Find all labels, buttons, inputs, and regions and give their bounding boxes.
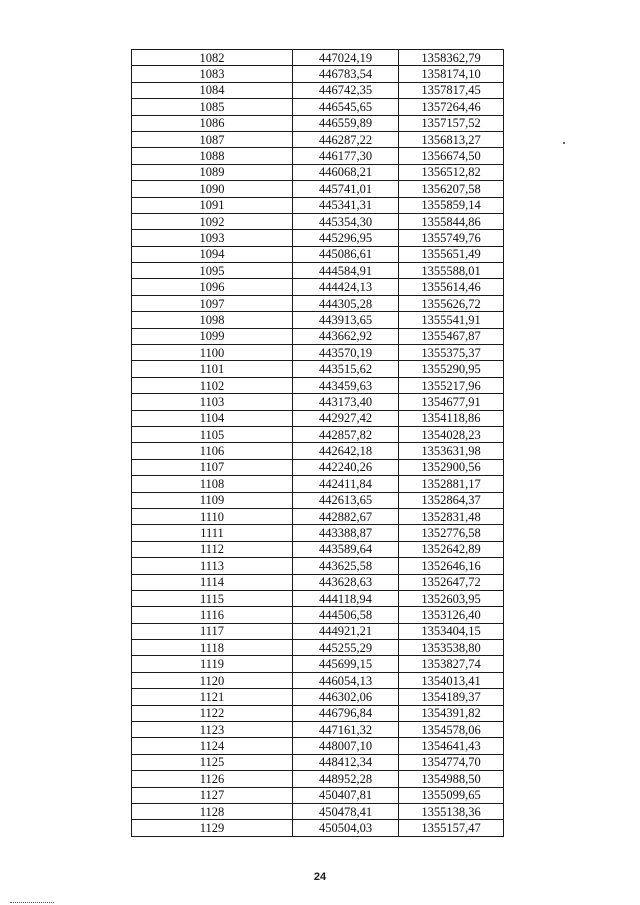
table-row	[132, 590, 504, 606]
y-coordinate-cell: 1356813,27	[399, 131, 504, 147]
point-number-cell: 1095	[132, 263, 293, 279]
x-coordinate-cell: 447161,32	[293, 722, 399, 738]
table-row	[132, 771, 504, 787]
x-coordinate-cell: 442882,67	[293, 508, 399, 524]
table-row	[132, 394, 504, 410]
point-number-cell: 1098	[132, 312, 293, 328]
x-coordinate-cell: 446559,89	[293, 115, 399, 131]
page-number: 24	[313, 871, 327, 883]
point-number-cell: 1082	[132, 50, 293, 66]
scan-speck	[563, 142, 565, 144]
y-coordinate-cell: 1354677,91	[399, 394, 504, 410]
x-coordinate-cell: 446177,30	[293, 148, 399, 164]
x-coordinate-cell: 443173,40	[293, 394, 399, 410]
point-number-cell: 1099	[132, 328, 293, 344]
table-row	[132, 476, 504, 492]
x-coordinate-cell: 446796,84	[293, 705, 399, 721]
y-coordinate-cell: 1355375,37	[399, 345, 504, 361]
point-number-cell: 1113	[132, 558, 293, 574]
y-coordinate-cell: 1353827,74	[399, 656, 504, 672]
point-number-cell: 1092	[132, 213, 293, 229]
table-row	[132, 66, 504, 82]
table-row	[132, 213, 504, 229]
point-number-cell: 1116	[132, 607, 293, 623]
y-coordinate-cell: 1355859,14	[399, 197, 504, 213]
table-row	[132, 443, 504, 459]
point-number-cell: 1107	[132, 459, 293, 475]
point-number-cell: 1129	[132, 820, 293, 836]
x-coordinate-cell: 444118,94	[293, 590, 399, 606]
table-row	[132, 345, 504, 361]
y-coordinate-cell: 1355467,87	[399, 328, 504, 344]
y-coordinate-cell: 1352864,37	[399, 492, 504, 508]
table-row	[132, 164, 504, 180]
y-coordinate-cell: 1355541,91	[399, 312, 504, 328]
x-coordinate-cell: 450504,03	[293, 820, 399, 836]
y-coordinate-cell: 1353538,80	[399, 640, 504, 656]
table-row	[132, 508, 504, 524]
table-row	[132, 607, 504, 623]
table-row	[132, 148, 504, 164]
table-row	[132, 410, 504, 426]
x-coordinate-cell: 442240,26	[293, 459, 399, 475]
x-coordinate-cell: 442927,42	[293, 410, 399, 426]
point-number-cell: 1086	[132, 115, 293, 131]
x-coordinate-cell: 443589,64	[293, 541, 399, 557]
point-number-cell: 1126	[132, 771, 293, 787]
point-number-cell: 1118	[132, 640, 293, 656]
x-coordinate-cell: 443662,92	[293, 328, 399, 344]
table-row	[132, 656, 504, 672]
table-row	[132, 722, 504, 738]
y-coordinate-cell: 1355217,96	[399, 377, 504, 393]
point-number-cell: 1101	[132, 361, 293, 377]
x-coordinate-cell: 442613,65	[293, 492, 399, 508]
y-coordinate-cell: 1352646,16	[399, 558, 504, 574]
point-number-cell: 1103	[132, 394, 293, 410]
point-number-cell: 1111	[132, 525, 293, 541]
x-coordinate-cell: 446783,54	[293, 66, 399, 82]
x-coordinate-cell: 443515,62	[293, 361, 399, 377]
y-coordinate-cell: 1353126,40	[399, 607, 504, 623]
point-number-cell: 1100	[132, 345, 293, 361]
table-row	[132, 689, 504, 705]
x-coordinate-cell: 446287,22	[293, 131, 399, 147]
x-coordinate-cell: 443570,19	[293, 345, 399, 361]
table-row	[132, 738, 504, 754]
table-row	[132, 623, 504, 639]
y-coordinate-cell: 1357817,45	[399, 82, 504, 98]
y-coordinate-cell: 1354391,82	[399, 705, 504, 721]
y-coordinate-cell: 1355651,49	[399, 246, 504, 262]
y-coordinate-cell: 1358362,79	[399, 50, 504, 66]
table-row	[132, 181, 504, 197]
y-coordinate-cell: 1352831,48	[399, 508, 504, 524]
point-number-cell: 1109	[132, 492, 293, 508]
point-number-cell: 1088	[132, 148, 293, 164]
x-coordinate-cell: 444584,91	[293, 263, 399, 279]
y-coordinate-cell: 1355099,65	[399, 787, 504, 803]
table-row	[132, 525, 504, 541]
point-number-cell: 1104	[132, 410, 293, 426]
table-row	[132, 640, 504, 656]
table-row	[132, 99, 504, 115]
table-row	[132, 558, 504, 574]
table-row	[132, 295, 504, 311]
table-row	[132, 50, 504, 66]
table-row	[132, 492, 504, 508]
y-coordinate-cell: 1355844,86	[399, 213, 504, 229]
table-row	[132, 574, 504, 590]
x-coordinate-cell: 446742,35	[293, 82, 399, 98]
x-coordinate-cell: 443628,63	[293, 574, 399, 590]
footer-rule	[10, 902, 54, 904]
point-number-cell: 1090	[132, 181, 293, 197]
table-row	[132, 263, 504, 279]
y-coordinate-cell: 1355588,01	[399, 263, 504, 279]
y-coordinate-cell: 1352881,17	[399, 476, 504, 492]
x-coordinate-cell: 447024,19	[293, 50, 399, 66]
x-coordinate-cell: 446054,13	[293, 672, 399, 688]
y-coordinate-cell: 1356674,50	[399, 148, 504, 164]
table-row	[132, 361, 504, 377]
x-coordinate-cell: 444424,13	[293, 279, 399, 295]
point-number-cell: 1106	[132, 443, 293, 459]
y-coordinate-cell: 1354028,23	[399, 426, 504, 442]
table-row	[132, 246, 504, 262]
y-coordinate-cell: 1355749,76	[399, 230, 504, 246]
point-number-cell: 1128	[132, 803, 293, 819]
x-coordinate-cell: 443913,65	[293, 312, 399, 328]
x-coordinate-cell: 448952,28	[293, 771, 399, 787]
table-row	[132, 820, 504, 836]
y-coordinate-cell: 1354189,37	[399, 689, 504, 705]
x-coordinate-cell: 443459,63	[293, 377, 399, 393]
x-coordinate-cell: 442857,82	[293, 426, 399, 442]
y-coordinate-cell: 1354013,41	[399, 672, 504, 688]
y-coordinate-cell: 1355614,46	[399, 279, 504, 295]
point-number-cell: 1096	[132, 279, 293, 295]
y-coordinate-cell: 1354578,06	[399, 722, 504, 738]
table-row	[132, 115, 504, 131]
table-row	[132, 377, 504, 393]
y-coordinate-cell: 1358174,10	[399, 66, 504, 82]
table-row	[132, 230, 504, 246]
point-number-cell: 1123	[132, 722, 293, 738]
point-number-cell: 1110	[132, 508, 293, 524]
y-coordinate-cell: 1356207,58	[399, 181, 504, 197]
point-number-cell: 1089	[132, 164, 293, 180]
point-number-cell: 1117	[132, 623, 293, 639]
y-coordinate-cell: 1357157,52	[399, 115, 504, 131]
x-coordinate-cell: 448412,34	[293, 754, 399, 770]
point-number-cell: 1108	[132, 476, 293, 492]
table-row	[132, 672, 504, 688]
coordinates-table	[131, 49, 504, 837]
y-coordinate-cell: 1357264,46	[399, 99, 504, 115]
y-coordinate-cell: 1352900,56	[399, 459, 504, 475]
point-number-cell: 1119	[132, 656, 293, 672]
x-coordinate-cell: 445741,01	[293, 181, 399, 197]
point-number-cell: 1094	[132, 246, 293, 262]
y-coordinate-cell: 1353404,15	[399, 623, 504, 639]
point-number-cell: 1087	[132, 131, 293, 147]
table-row	[132, 328, 504, 344]
x-coordinate-cell: 444921,21	[293, 623, 399, 639]
x-coordinate-cell: 445354,30	[293, 213, 399, 229]
y-coordinate-cell: 1355290,95	[399, 361, 504, 377]
table-row	[132, 459, 504, 475]
x-coordinate-cell: 445341,31	[293, 197, 399, 213]
x-coordinate-cell: 445255,29	[293, 640, 399, 656]
table-row	[132, 426, 504, 442]
point-number-cell: 1115	[132, 590, 293, 606]
point-number-cell: 1093	[132, 230, 293, 246]
y-coordinate-cell: 1355626,72	[399, 295, 504, 311]
x-coordinate-cell: 446068,21	[293, 164, 399, 180]
point-number-cell: 1105	[132, 426, 293, 442]
x-coordinate-cell: 446302,06	[293, 689, 399, 705]
y-coordinate-cell: 1354774,70	[399, 754, 504, 770]
point-number-cell: 1122	[132, 705, 293, 721]
point-number-cell: 1083	[132, 66, 293, 82]
table-row	[132, 82, 504, 98]
x-coordinate-cell: 443388,87	[293, 525, 399, 541]
x-coordinate-cell: 442642,18	[293, 443, 399, 459]
x-coordinate-cell: 444305,28	[293, 295, 399, 311]
x-coordinate-cell: 445086,61	[293, 246, 399, 262]
point-number-cell: 1085	[132, 99, 293, 115]
point-number-cell: 1120	[132, 672, 293, 688]
point-number-cell: 1121	[132, 689, 293, 705]
point-number-cell: 1127	[132, 787, 293, 803]
table-row	[132, 279, 504, 295]
y-coordinate-cell: 1352776,58	[399, 525, 504, 541]
y-coordinate-cell: 1352603,95	[399, 590, 504, 606]
y-coordinate-cell: 1354641,43	[399, 738, 504, 754]
point-number-cell: 1091	[132, 197, 293, 213]
point-number-cell: 1124	[132, 738, 293, 754]
table-row	[132, 705, 504, 721]
point-number-cell: 1102	[132, 377, 293, 393]
y-coordinate-cell: 1356512,82	[399, 164, 504, 180]
x-coordinate-cell: 443625,58	[293, 558, 399, 574]
y-coordinate-cell: 1353631,98	[399, 443, 504, 459]
point-number-cell: 1097	[132, 295, 293, 311]
y-coordinate-cell: 1352642,89	[399, 541, 504, 557]
y-coordinate-cell: 1354988,50	[399, 771, 504, 787]
table-row	[132, 787, 504, 803]
x-coordinate-cell: 444506,58	[293, 607, 399, 623]
point-number-cell: 1114	[132, 574, 293, 590]
x-coordinate-cell: 445699,15	[293, 656, 399, 672]
x-coordinate-cell: 448007,10	[293, 738, 399, 754]
point-number-cell: 1112	[132, 541, 293, 557]
x-coordinate-cell: 450407,81	[293, 787, 399, 803]
point-number-cell: 1084	[132, 82, 293, 98]
y-coordinate-cell: 1355157,47	[399, 820, 504, 836]
y-coordinate-cell: 1354118,86	[399, 410, 504, 426]
y-coordinate-cell: 1355138,36	[399, 803, 504, 819]
table-row	[132, 131, 504, 147]
table-row	[132, 541, 504, 557]
y-coordinate-cell: 1352647,72	[399, 574, 504, 590]
x-coordinate-cell: 450478,41	[293, 803, 399, 819]
x-coordinate-cell: 445296,95	[293, 230, 399, 246]
table-row	[132, 754, 504, 770]
x-coordinate-cell: 442411,84	[293, 476, 399, 492]
table-row	[132, 197, 504, 213]
table-row	[132, 312, 504, 328]
table-row	[132, 803, 504, 819]
x-coordinate-cell: 446545,65	[293, 99, 399, 115]
coordinates-table-body	[132, 50, 504, 837]
point-number-cell: 1125	[132, 754, 293, 770]
